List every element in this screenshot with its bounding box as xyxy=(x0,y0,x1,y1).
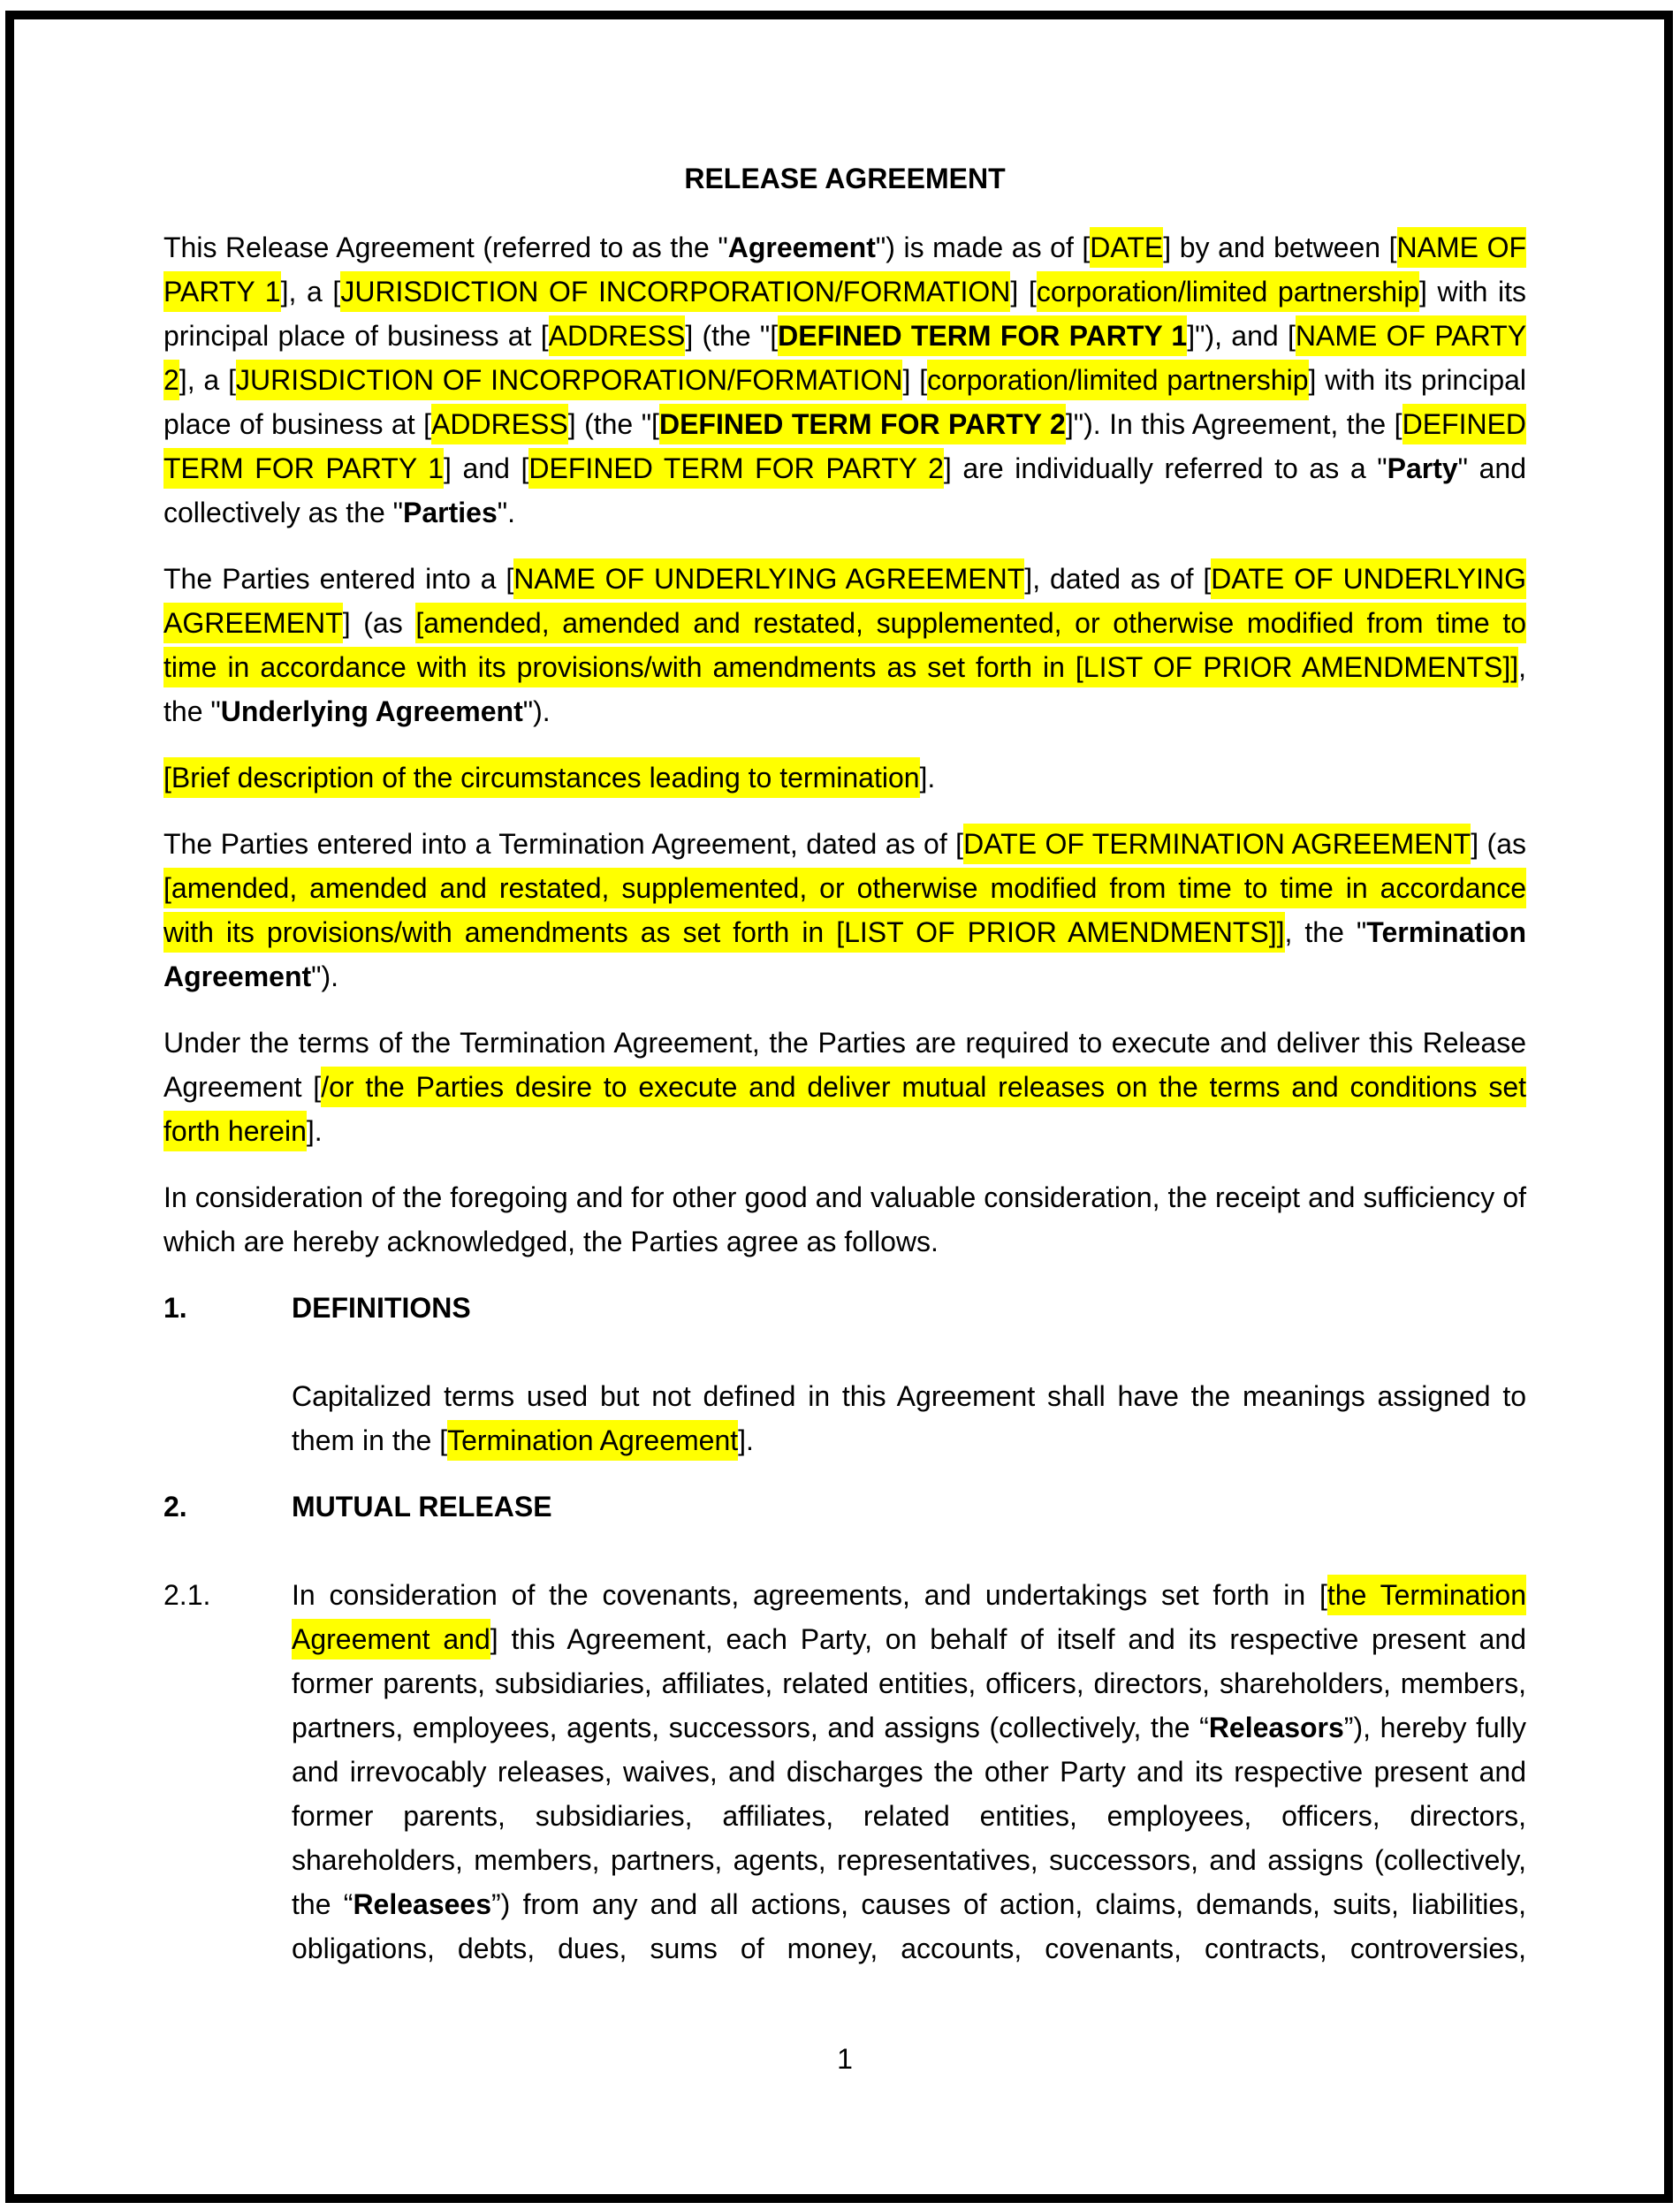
text-run: "). xyxy=(522,695,551,727)
placeholder-highlight: [amended, amended and restated, supplemented, or otherwise modified from time to time in accordance with its provisions/with amendments as set forth in [LIST OF PRIOR AMENDMENTS]] xyxy=(163,603,1526,687)
text-run: ”), hereby fully and irrevocably releases, waives, and discharges the other Party and its respective present and former parents, subsidiaries, affiliates, related entities, employees, officers, directors, shareholders, members, partners, agents, representatives, successors, and assigns (collectively, the “ xyxy=(292,1712,1527,1920)
document-page xyxy=(14,19,1664,2194)
placeholder-highlight: [amended, amended and restated, supplemented, or otherwise modified from time to time in accordance with its provisions/with amendments as set forth in [LIST OF PRIOR AMENDMENTS]] xyxy=(163,868,1526,953)
placeholder-highlight: JURISDICTION OF INCORPORATION/FORMATION xyxy=(236,360,903,400)
placeholder-highlight: corporation/limited partnership xyxy=(1037,271,1419,312)
text-run: ], a [ xyxy=(280,276,341,308)
text-run: "). xyxy=(311,961,339,992)
text-run: ]. xyxy=(306,1115,323,1147)
document-content xyxy=(163,225,1526,1971)
placeholder-highlight: DATE OF TERMINATION AGREEMENT xyxy=(963,824,1471,864)
placeholder-highlight: DATE xyxy=(1090,227,1163,268)
text-run: , the " xyxy=(163,651,1526,727)
text-run: " and collectively as the " xyxy=(163,452,1527,528)
paragraph xyxy=(163,225,1526,535)
text-run: ] (as xyxy=(1471,828,1527,860)
text-run: Releasees xyxy=(353,1888,492,1920)
text-run: ”) from any and all actions, causes of action, claims, demands, suits, liabilities, obligations, debts, dues, sums of money, accounts, covenants, contracts, controversies, xyxy=(292,1888,1527,1964)
placeholder-highlight: corporation/limited partnership xyxy=(927,360,1308,400)
text-run: Releasors xyxy=(1208,1712,1344,1743)
text-run: In consideration of the covenants, agreements, and undertakings set forth in [ xyxy=(292,1579,1327,1611)
text-run: This Release Agreement (referred to as the " xyxy=(163,232,728,263)
text-run: ], dated as of [ xyxy=(1024,563,1212,595)
text-run: Party xyxy=(1387,452,1458,484)
page-border xyxy=(5,11,1673,2203)
text-run: ]. xyxy=(919,762,936,794)
text-run: The Parties entered into a [ xyxy=(163,563,514,595)
page-number: 1 xyxy=(837,2043,853,2075)
text-run: Underlying Agreement xyxy=(220,695,523,727)
placeholder-highlight: DEFINED TERM FOR PARTY 2 xyxy=(659,404,1066,444)
text-run: Under the terms of the Termination Agreement, the Parties are required to execute and deliver this Release Agreement [ xyxy=(163,1027,1526,1103)
text-run: , the " xyxy=(1284,916,1367,948)
text-run: Parties xyxy=(403,497,498,528)
placeholder-highlight: [Brief description of the circumstances leading to termination xyxy=(163,757,920,798)
document-title: RELEASE AGREEMENT xyxy=(684,163,1006,194)
placeholder-highlight: DEFINED TERM FOR PARTY 1 xyxy=(163,404,1526,489)
paragraph xyxy=(163,1021,1526,1153)
text-run: ]"). In this Agreement, the [ xyxy=(1065,408,1403,440)
section-heading-label: DEFINITIONS xyxy=(292,1292,471,1324)
text-run: Termination Agreement xyxy=(163,916,1527,992)
section-number: 2. xyxy=(163,1491,187,1523)
text-run: ") is made as of [ xyxy=(875,232,1091,263)
paragraph xyxy=(292,1374,1526,1462)
text-run: ] (as xyxy=(342,607,416,639)
text-run: ". xyxy=(497,497,516,528)
text-run: ] [ xyxy=(902,364,928,396)
placeholder-highlight: ADDRESS xyxy=(431,404,568,444)
text-run: ] (the "[ xyxy=(685,320,779,352)
placeholder-highlight: Termination Agreement xyxy=(447,1420,738,1461)
text-run: ] this Agreement, each Party, on behalf of itself and its respective present and former parents, subsidiaries, affiliates, related entities, officers, directors, shareholders, members, partners, employees, agents, successors, and assigns (collectively, the “ xyxy=(292,1623,1527,1743)
text-run: Agreement xyxy=(727,232,876,263)
paragraph xyxy=(163,1175,1526,1264)
text-run: ]"), and [ xyxy=(1187,320,1296,352)
text-run: ] are individually referred to as a " xyxy=(943,452,1387,484)
placeholder-highlight: ADDRESS xyxy=(549,315,686,356)
text-run: ] and [ xyxy=(444,452,529,484)
text-run: ] with its principal place of business at [ xyxy=(163,276,1527,352)
text-run: ] by and between [ xyxy=(1163,232,1397,263)
section-heading-label: MUTUAL RELEASE xyxy=(292,1491,552,1523)
placeholder-highlight: JURISDICTION OF INCORPORATION/FORMATION xyxy=(340,271,1010,312)
text-run: ], a [ xyxy=(179,364,236,396)
text-run: The Parties entered into a Termination Agreement, dated as of [ xyxy=(163,828,964,860)
paragraph xyxy=(163,1573,1526,1971)
section-number: 2.1. xyxy=(163,1579,211,1611)
text-run: In consideration of the foregoing and for other good and valuable consideration, the receipt and sufficiency of which are hereby acknowledged, the Parties agree as follows. xyxy=(163,1181,1526,1257)
placeholder-highlight: the Termination Agreement and xyxy=(292,1575,1526,1659)
section-heading xyxy=(163,1286,1526,1330)
text-run: ] (the "[ xyxy=(567,408,659,440)
placeholder-highlight: NAME OF UNDERLYING AGREEMENT xyxy=(513,558,1024,599)
placeholder-highlight: NAME OF PARTY 2 xyxy=(163,315,1526,400)
section-heading xyxy=(163,1485,1526,1529)
text-run: ] with its principal place of business at [ xyxy=(163,364,1527,440)
placeholder-highlight: /or the Parties desire to execute and deliver mutual releases on the terms and conditions set forth herein xyxy=(163,1067,1526,1151)
placeholder-highlight: DEFINED TERM FOR PARTY 2 xyxy=(528,448,944,489)
text-run: Capitalized terms used but not defined in this Agreement shall have the meanings assigned to them in the [ xyxy=(292,1380,1526,1456)
text-run: ]. xyxy=(738,1424,754,1456)
placeholder-highlight: DATE OF UNDERLYING AGREEMENT xyxy=(163,558,1526,643)
paragraph xyxy=(163,756,1526,800)
placeholder-highlight: NAME OF PARTY 1 xyxy=(163,227,1526,312)
paragraph xyxy=(163,822,1526,999)
text-run: ] [ xyxy=(1010,276,1037,308)
placeholder-highlight: DEFINED TERM FOR PARTY 1 xyxy=(778,315,1187,356)
section-number: 1. xyxy=(163,1292,187,1324)
paragraph xyxy=(163,557,1526,733)
